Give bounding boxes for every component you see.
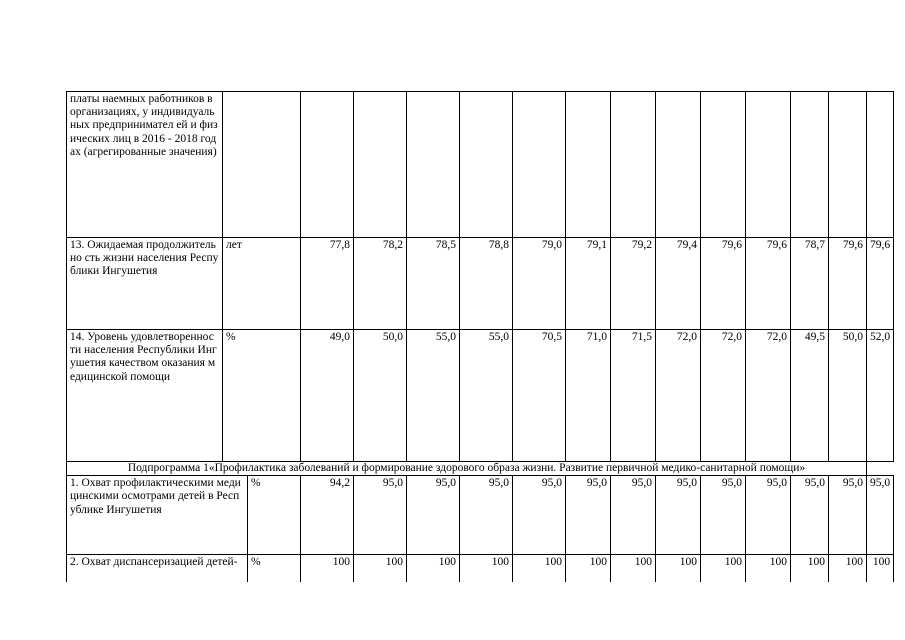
indicator-name: 13. Ожидаемая продолжительно сть жизни населения Республики Ингушетия: [67, 238, 223, 330]
value-cell: [701, 92, 746, 238]
value-cell: 100: [301, 555, 354, 583]
value-cell: 100: [513, 555, 566, 583]
value-cell: 79,2: [611, 238, 656, 330]
value-cell: 78,7: [791, 238, 829, 330]
value-cell: [829, 92, 867, 238]
value-cell: 70,5: [513, 330, 566, 462]
value-cell: 78,8: [460, 238, 513, 330]
value-cell: 78,5: [407, 238, 460, 330]
value-cell: 100: [701, 555, 746, 583]
value-cell: 100: [566, 555, 611, 583]
value-cell: 49,5: [791, 330, 829, 462]
value-cell: 100: [407, 555, 460, 583]
value-cell: [566, 92, 611, 238]
value-cell: 95,0: [566, 476, 611, 555]
value-cell: 79,1: [566, 238, 611, 330]
value-cell: 100: [829, 555, 867, 583]
value-cell: 55,0: [407, 330, 460, 462]
value-cell: 100: [354, 555, 407, 583]
value-cell: 79,0: [513, 238, 566, 330]
value-cell: 72,0: [701, 330, 746, 462]
subprogram-title: Подпрограмма 1«Профилактика заболеваний и формирование здорового образа жизни. Развитие первичной медико-санитарной помощи»: [67, 462, 867, 476]
value-cell: 100: [746, 555, 791, 583]
indicator-name: платы наемных работников в организациях, у индивидуальных предпринимател ей и физических лиц в 2016 - 2018 годах (агрегированные значения): [67, 92, 223, 238]
value-cell: 94,2: [301, 476, 354, 555]
value-cell: 95,0: [701, 476, 746, 555]
value-cell: 95,0: [791, 476, 829, 555]
value-cell: 95,0: [460, 476, 513, 555]
value-cell: 79,6: [701, 238, 746, 330]
value-cell: [407, 92, 460, 238]
subprogram-row: [67, 462, 894, 476]
value-cell: 100: [460, 555, 513, 583]
value-cell: [513, 92, 566, 238]
indicator-name: 14. Уровень удовлетвореннос ти населения Республики Ингушетия качеством оказания медицинской помощи: [67, 330, 223, 462]
value-cell: 95,0: [746, 476, 791, 555]
indicator-unit: %: [248, 476, 301, 555]
value-cell: 50,0: [354, 330, 407, 462]
value-cell: 79,6: [867, 238, 894, 330]
indicators-table: [66, 91, 894, 582]
value-cell: 49,0: [301, 330, 354, 462]
value-cell: [354, 92, 407, 238]
value-cell: 52,0: [867, 330, 894, 462]
value-cell: [460, 92, 513, 238]
value-cell: 95,0: [407, 476, 460, 555]
table-row: [67, 92, 894, 238]
value-cell: [611, 92, 656, 238]
value-cell: 55,0: [460, 330, 513, 462]
value-cell: 79,6: [829, 238, 867, 330]
value-cell: [301, 92, 354, 238]
value-cell: [656, 92, 701, 238]
value-cell: 71,5: [611, 330, 656, 462]
value-cell: 50,0: [829, 330, 867, 462]
value-cell: 95,0: [829, 476, 867, 555]
indicator-unit: [223, 92, 301, 238]
indicator-unit: %: [223, 330, 301, 462]
value-cell: 100: [791, 555, 829, 583]
table-row: [67, 555, 894, 583]
value-cell: 72,0: [746, 330, 791, 462]
value-cell: 71,0: [566, 330, 611, 462]
value-cell: [746, 92, 791, 238]
indicator-name: 2. Охват диспансеризацией детей-: [67, 555, 248, 583]
value-cell: 95,0: [867, 476, 894, 555]
value-cell: 77,8: [301, 238, 354, 330]
table-row: [67, 476, 894, 555]
value-cell: 95,0: [513, 476, 566, 555]
table-row: [67, 330, 894, 462]
value-cell: 72,0: [656, 330, 701, 462]
value-cell: 95,0: [354, 476, 407, 555]
value-cell: 79,6: [746, 238, 791, 330]
value-cell: 100: [611, 555, 656, 583]
value-cell: 95,0: [611, 476, 656, 555]
value-cell: [791, 92, 829, 238]
indicator-name: 1. Охват профилактическими медицинскими осмотрами детей в Республике Ингушетия: [67, 476, 248, 555]
value-cell: 95,0: [656, 476, 701, 555]
value-cell: [867, 92, 894, 238]
indicator-unit: лет: [223, 238, 301, 330]
value-cell: 100: [656, 555, 701, 583]
table-row: [67, 238, 894, 330]
indicator-unit: %: [248, 555, 301, 583]
value-cell: 100: [867, 555, 894, 583]
value-cell: 79,4: [656, 238, 701, 330]
value-cell: 78,2: [354, 238, 407, 330]
